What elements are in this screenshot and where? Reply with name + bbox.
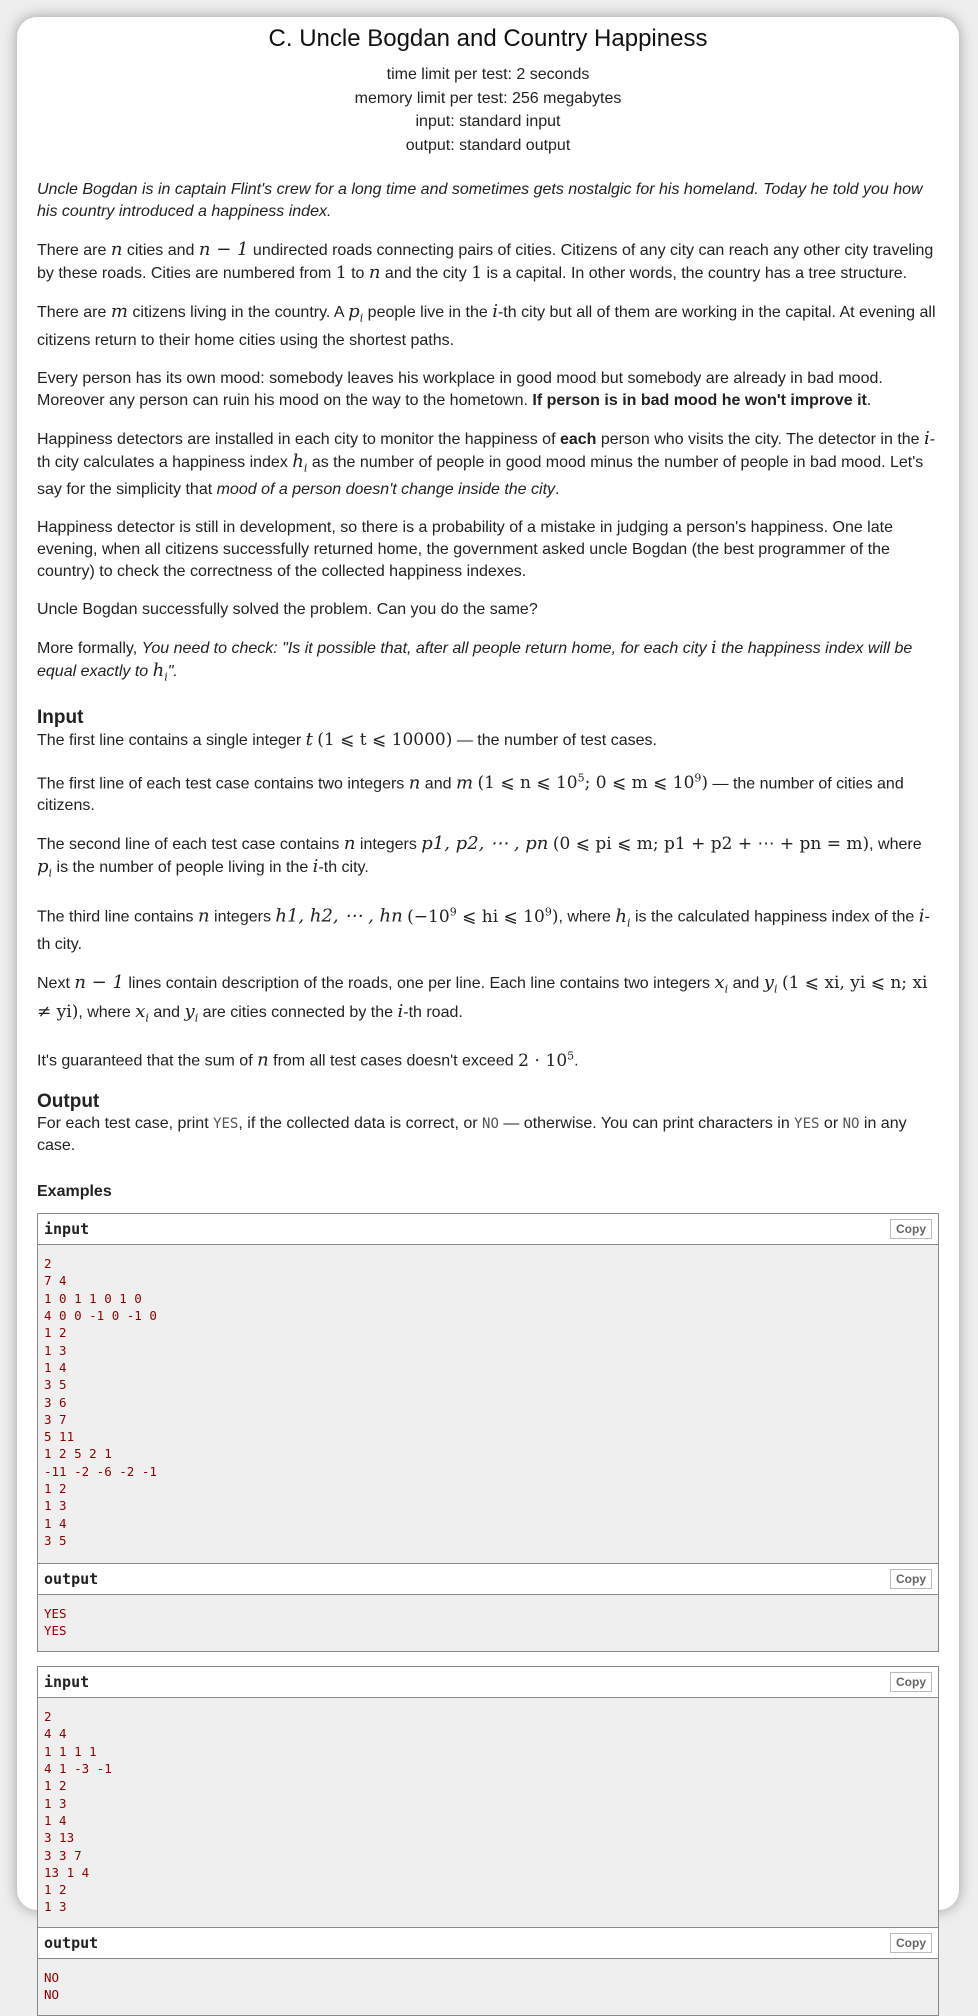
legend-paragraph-8: More formally, You need to check: "Is it possible that, after all people return home, for each city i the happiness index will be equal exactly to $h_i$". (37, 638, 913, 684)
problem-title: C. Uncle Bogdan and Country Happiness (268, 25, 708, 52)
legend-paragraph-5: Happiness detectors are installed in each city to monitor the happiness of each person who visits the city. The detector in the i-th city calculates a happiness index $h_i$ as the number of people in good mood minus the number of people in bad mood. Let's say for the simplicity that mood of a person doesn't change inside the city. (37, 427, 936, 499)
input-line-2: The first line of each test case contains two integers n and m (1 ⩽ n ⩽ $10^5$; 0 ⩽ m ⩽ $10^9$) — the number of cities and citizens. (37, 771, 904, 815)
legend-paragraph-4: Every person has its own mood: somebody leaves his workplace in good mood but somebody are already in bad mood. Moreover any person can ruin his mood on the way to the hometown. If person is in bad mood he won't improve it. (37, 369, 883, 409)
input-section-title: Input (37, 706, 84, 728)
output-description: For each test case, print YES, if the collected data is correct, or NO — otherwise. You can print characters in YES or NO in any case. (37, 1115, 907, 1155)
output-label: output (44, 1570, 99, 1589)
legend-paragraph-3: There are m citizens living in the country. A $p_i$ people live in the i-th city but all of them are working in the capital. At evening all citizens return to their home cities using the shortest paths. (37, 301, 936, 349)
example-2-output-header (38, 1928, 938, 1959)
example-1-input: 2 7 4 1 0 1 1 0 1 0 4 0 0 -1 0 -1 0 1 2 1 3 1 4 3 5 3 6 3 7 5 11 1 2 5 2 1 -11 -2 -6 -2 -1 1 2 1 3 1 4 3 5 (38, 1245, 938, 1564)
input-label: input (44, 1220, 90, 1239)
memory-limit: memory limit per test: 256 megabytes (354, 89, 622, 107)
input-label: input (44, 1673, 90, 1692)
time-limit: time limit per test: 2 seconds (386, 66, 590, 83)
example-2-input-header (38, 1667, 938, 1698)
output-label: output (44, 1934, 99, 1953)
example-1-input-header (38, 1214, 938, 1245)
examples-title: Examples (37, 1183, 112, 1201)
example-2-input: 2 4 4 1 1 1 1 4 1 -3 -1 1 2 1 3 1 4 3 13 3 3 7 13 1 4 1 2 1 3 (38, 1698, 938, 1928)
input-line-4: The third line contains n integers h1, h2, ⋯ , hn ($-10^9$ ⩽ hi ⩽ $10^9$), where $h_i$ is the calculated happiness index of the i-th city. (37, 905, 930, 954)
copy-output-button[interactable]: Copy (890, 1933, 932, 1953)
legend-paragraph-6: Happiness detector is still in development, so there is a probability of a mistake in judging a person's happiness. One late evening, when all citizens successfully returned home, the government asked uncle Bogdan (the best programmer of the country) to check the correctness of the collected happiness indexes. (37, 519, 893, 581)
example-1-output-header (38, 1564, 938, 1595)
input-line-3: The second line of each test case contains n integers p1, p2, ⋯ , pn (0 ⩽ pi ⩽ m; p1 + p2 + ⋯ + pn = m), where $p_i$ is the number of people living in the i-th city. (37, 833, 922, 881)
example-1-output: YES YES (38, 1595, 938, 1651)
input-line-6: It's guaranteed that the sum of n from all test cases doesn't exceed $2 \cdot 10^5$. (37, 1049, 579, 1072)
example-1 (37, 1213, 939, 1652)
input-line-5: Next n − 1 lines contain description of the roads, one per line. Each line contains two integers $x_i$ and $y_i$ (1 ⩽ xi, yi ⩽ n; xi ≠ yi), where $x_i$ and $y_i$ are cities connected by the i-th road. (37, 972, 928, 1025)
example-2-output: NO NO (38, 1959, 938, 2015)
input-line-1: The first line contains a single integer t (1 ⩽ t ⩽ 10000) — the number of test cases. (37, 728, 657, 750)
copy-input-button[interactable]: Copy (890, 1672, 932, 1692)
copy-input-button[interactable]: Copy (890, 1219, 932, 1239)
legend-paragraph-7: Uncle Bogdan successfully solved the problem. Can you do the same? (37, 601, 538, 619)
copy-output-button[interactable]: Copy (890, 1569, 932, 1589)
output-file: output: standard output (405, 136, 571, 154)
legend-paragraph-2: There are n cities and n − 1 undirected roads connecting pairs of cities. Citizens of any city can reach any other city traveling by these roads. Cities are numbered from 1 to n and the city 1 is a capital. In other words, the country has a tree structure. (37, 239, 934, 283)
problem-header (37, 17, 939, 157)
problem-statement (17, 17, 959, 2003)
input-file: input: standard input (415, 113, 561, 130)
legend-paragraph-1: Uncle Bogdan is in captain Flint's crew for a long time and sometimes gets nostalgic for his homeland. Today he told you how his country introduced a happiness index. (37, 181, 923, 220)
output-section-title: Output (37, 1091, 100, 1113)
example-2 (37, 1666, 939, 2016)
